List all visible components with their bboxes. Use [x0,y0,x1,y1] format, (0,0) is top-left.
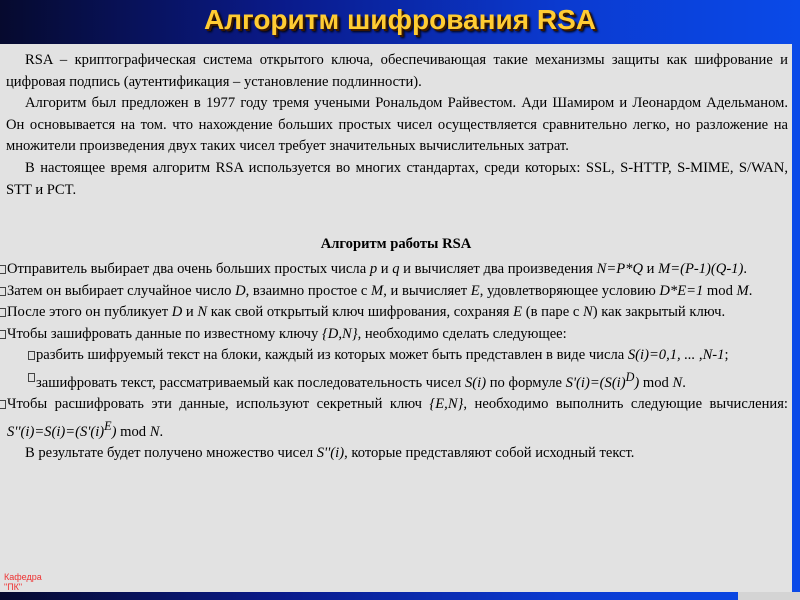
step-2: Затем он выбирает случайное число D, взаимно простое с M, и вычисляет E, удовлетворяющее условию D*E=1 mod M. [0,281,788,303]
sub-step-1: разбить шифруемый текст на блоки, каждый из которых может быть представлен в виде числа S(i)=0,1, ... ,N-1; [0,345,788,367]
step-5: Чтобы расшифровать эти данные, используют секретный ключ {E,N}, необходимо выполнить следующие вычисления: $S''(i)=S(i)=(S'(i)^E)$ mod N. [0,394,788,443]
intro-paragraph-2: Алгоритм был предложен в 1977 году тремя учеными Рональдом Райвестом. Ади Шамиром и Леонардом Адельманом. Он основывается на том. что нахождение больших простых чисел осуществляется сравнительно легко, но разложение на множители произведения двух таких чисел требует значительных вычислительных затрат. [6,95,788,155]
step-4: Чтобы зашифровать данные по известному ключу {D,N}, необходимо сделать следующее: [0,324,788,346]
bullet-box-icon [0,308,6,317]
slide-title: Алгоритм шифрования RSA [204,4,596,35]
section-heading: Алгоритм работы RSA [320,236,472,252]
intro-section [6,50,788,201]
sub-step-2: зашифровать текст, рассматриваемый как последовательность чисел S(i) по формуле $S'(i)=(S(i)^D)$ mod N. [0,367,788,394]
algorithm-steps [0,259,788,465]
step-3: После этого он публикует D и N как свой открытый ключ шифрования, сохраняя E (в паре с N) как закрытый ключ. [0,302,788,324]
bullet-box-icon [28,373,35,382]
bullet-box-icon [0,400,6,409]
intro-paragraph-3: В настоящее время алгоритм RSA используется во многих стандартах, среди которых: SSL, S-HTTP, S-MIME, S/WAN, STT и PCT. [6,159,788,198]
bullet-box-icon [0,330,6,339]
bullet-box-icon [0,265,6,274]
footer-line-2: "ПК" [4,582,23,592]
bottom-right-strip [738,592,800,600]
content-panel [0,44,792,592]
footer-department [4,572,42,592]
bullet-box-icon [28,351,35,360]
final-paragraph: В результате будет получено множество чисел S''(i), которые представляют собой исходный текст. [25,445,635,462]
intro-paragraph-1: RSA – криптографическая система открытого ключа, обеспечивающая такие механизмы защиты как шифрование и цифровая подпись (аутентификация – установление подлинности). [6,52,788,90]
footer-line-1: Кафедра [4,572,42,582]
bullet-box-icon [0,287,6,296]
step-1: Отправитель выбирает два очень больших простых числа p и q и вычисляет два произведения N=P*Q и M=(P-1)(Q-1). [0,259,788,281]
